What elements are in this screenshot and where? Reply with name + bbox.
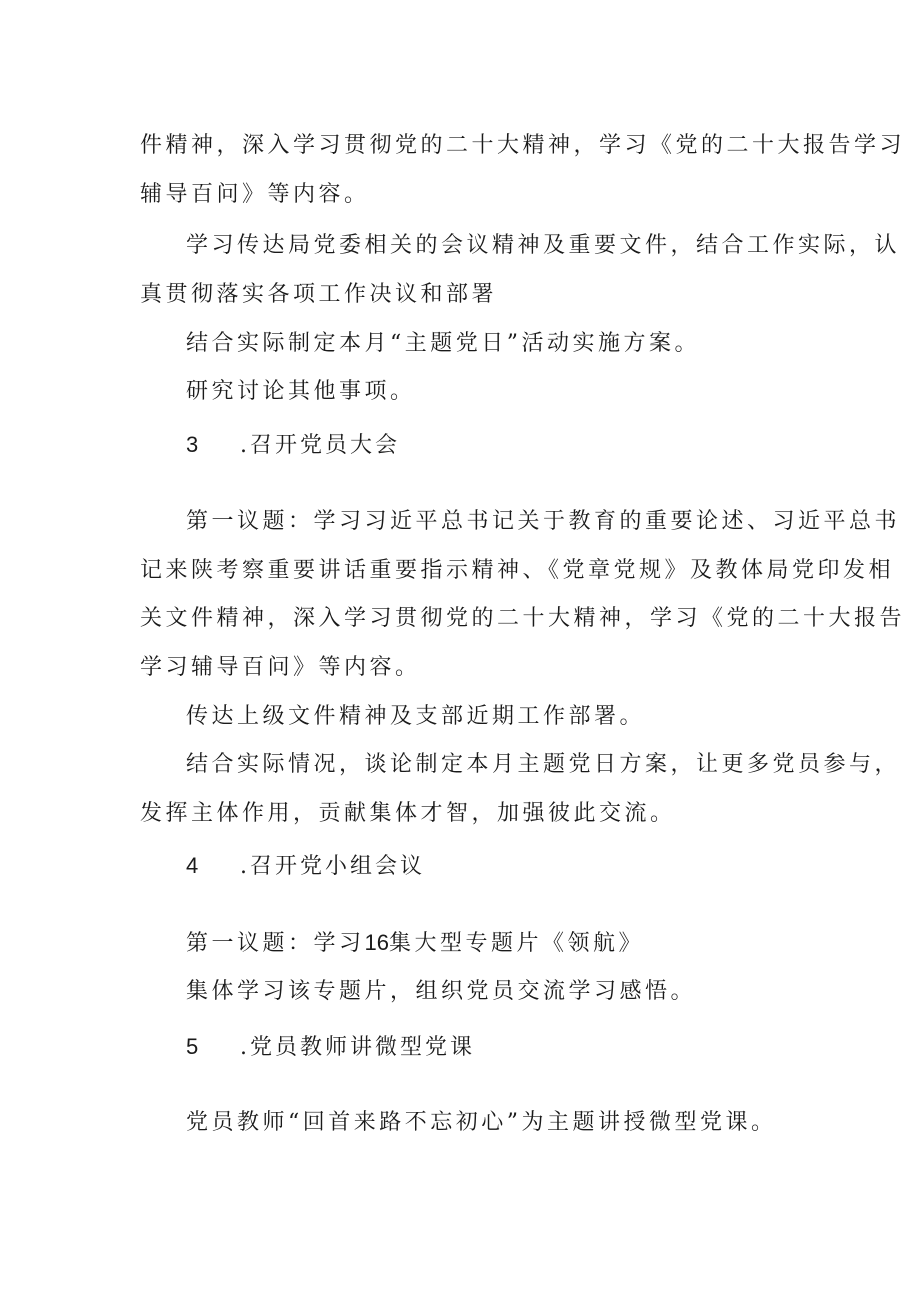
paragraph-line: 辅导百问》等内容。 bbox=[140, 182, 370, 207]
text-segment: 集大型专题片《领航》 bbox=[389, 931, 645, 956]
section-title: .召开党员大会 bbox=[240, 433, 400, 458]
section-number: 3 bbox=[186, 432, 202, 457]
paragraph-line: 件精神，深入学习贯彻党的二十大精神，学习《党的二十大报告学习 bbox=[140, 133, 906, 158]
paragraph-line: 结合实际情况，谈论制定本月主题党日方案，让更多党员参与， bbox=[186, 752, 901, 777]
paragraph-line: 集体学习该专题片，组织党员交流学习感悟。 bbox=[186, 979, 697, 1004]
section-heading-5 bbox=[186, 1032, 475, 1063]
paragraph-line: 学习辅导百问》等内容。 bbox=[140, 655, 421, 680]
section-number: 4 bbox=[186, 853, 202, 878]
paragraph-line: 研究讨论其他事项。 bbox=[186, 379, 416, 404]
paragraph-line bbox=[186, 928, 846, 959]
section-heading-3 bbox=[186, 430, 400, 461]
section-title: .召开党小组会议 bbox=[240, 854, 425, 879]
paragraph-line: 党员教师“回首来路不忘初心”为主题讲授微型党课。 bbox=[186, 1110, 777, 1135]
paragraph-line: 传达上级文件精神及支部近期工作部署。 bbox=[186, 704, 646, 729]
paragraph-line: 第一议题：学习习近平总书记关于教育的重要论述、习近平总书 bbox=[186, 509, 901, 534]
paragraph-line: 记来陕考察重要讲话重要指示精神、《党章党规》及教体局党印发相 bbox=[140, 558, 895, 583]
paragraph-line: 真贯彻落实各项工作决议和部署 bbox=[140, 282, 498, 307]
paragraph-line: 结合实际制定本月“主题党日”活动实施方案。 bbox=[186, 331, 700, 356]
section-title: .党员教师讲微型党课 bbox=[240, 1035, 475, 1060]
paragraph-line: 学习传达局党委相关的会议精神及重要文件，结合工作实际，认 bbox=[186, 233, 901, 258]
text-segment: 第一议题：学习 bbox=[186, 931, 365, 956]
section-number: 5 bbox=[186, 1034, 202, 1059]
paragraph-line: 关文件精神，深入学习贯彻党的二十大精神，学习《党的二十大报告 bbox=[140, 606, 906, 631]
section-heading-4 bbox=[186, 851, 425, 882]
paragraph-line: 发挥主体作用，贡献集体才智，加强彼此交流。 bbox=[140, 801, 676, 826]
episode-count: 16 bbox=[364, 930, 389, 955]
